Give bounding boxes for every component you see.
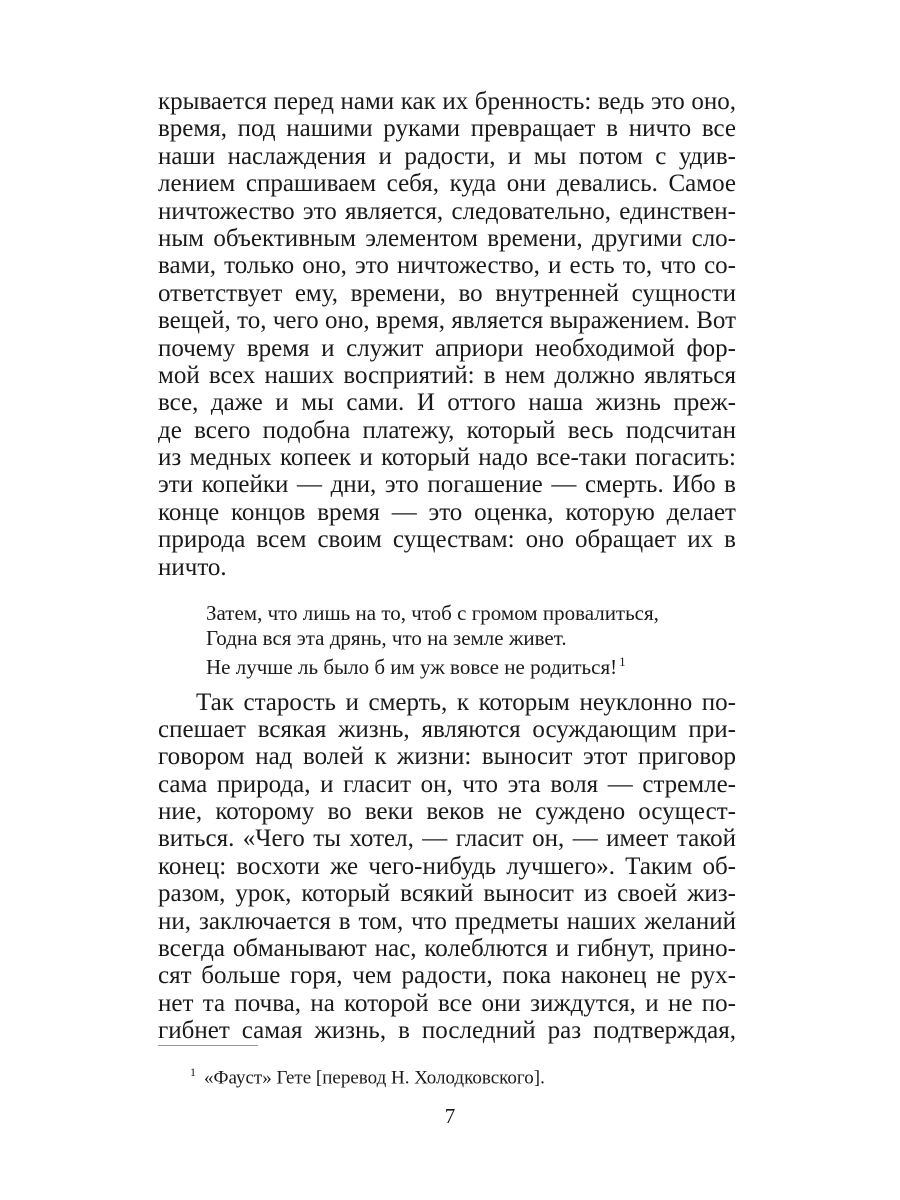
footnote [190, 1060, 545, 1090]
verse-line: Затем, что лишь на то, чтоб с громом провалиться, [206, 601, 659, 626]
verse-line-text: Не лучше ль было б им уж вовсе не родиться! [206, 655, 618, 680]
text-line: ние, которому во веки веков не суждено осущест- [158, 798, 736, 826]
text-line: виться. «Чего ты хотел, — гласит он, — имеет такой [158, 825, 736, 853]
paragraph-1 [158, 88, 736, 581]
page-number: 7 [444, 1104, 456, 1128]
text-line: спешает всякая жизнь, являются осуждающим при- [158, 715, 736, 743]
text-line: сама природа, и гласит он, что эта воля — стремле- [158, 770, 736, 798]
text-line: ответствует ему, времени, во внутренней сущности [158, 279, 736, 307]
paragraph-2 [158, 689, 736, 1045]
text-line: гибнет самая жизнь, в последний раз подтверждая, [158, 1017, 736, 1045]
verse-quote [206, 601, 736, 680]
text-line: почему время и служит априори необходимой фор- [158, 334, 736, 362]
text-line: крывается перед нами как их бренность: ведь это оно, [158, 88, 736, 115]
text-line: Так старость и смерть, к которым неуклонно по- [196, 688, 736, 716]
text-line: вещей, то, чего оно, время, является выражением. Вот [158, 307, 736, 335]
text-line: ни, заключается в том, что предметы наших желаний [158, 907, 736, 935]
text-line: все, даже и мы сами. И оттого наша жизнь преж- [158, 389, 736, 417]
footnote-reference[interactable]: 1 [619, 654, 626, 670]
text-line: вами, только оно, это ничтожество, и есть то, что со- [158, 252, 736, 280]
text-line: из медных копеек и который надо все-таки погасить: [158, 444, 736, 472]
text-line: мой всех наших восприятий: в нем должно являться [158, 361, 736, 389]
verse-line: Годна вся эта дрянь, что на земле живет. [206, 625, 567, 650]
text-line: эти копейки — дни, это погашение — смерть. Ибо в [158, 471, 736, 499]
footnote-text: «Фауст» Гете [перевод Н. Холодковского]. [204, 1067, 545, 1089]
text-line: нет та почва, на которой все они зиждутся, и не по- [158, 989, 736, 1017]
text-line: говором над волей к жизни: выносит этот приговор [158, 743, 736, 771]
footnote-mark: 1 [190, 1065, 196, 1079]
text-line: конец: восхоти же чего-нибудь лучшего». Таким об- [158, 852, 736, 880]
text-line: де всего подобна платежу, который весь подсчитан [158, 416, 736, 444]
text-line: всегда обманывают нас, колеблются и гибнут, прино- [158, 935, 736, 963]
footnote-divider [158, 1045, 258, 1046]
text-line: ничто. [158, 553, 227, 581]
text-line: наши наслаждения и радости, и мы потом с удив- [158, 142, 736, 170]
text-line: ничтожество это является, следовательно, единствен- [158, 197, 736, 225]
text-line: время, под нашими руками превращает в ничто все [158, 115, 736, 143]
page-body [158, 88, 736, 1045]
text-line: сят больше горя, чем радости, пока наконец не рух- [158, 962, 736, 990]
text-line: разом, урок, который всякий выносит из своей жиз- [158, 880, 736, 908]
text-line: природа всем своим существам: оно обращает их в [158, 526, 736, 554]
text-line: ным объективным элементом времени, другими сло- [158, 224, 736, 252]
verse-line [206, 650, 736, 680]
text-line: конце концов время — это оценка, которую делает [158, 498, 736, 526]
text-line: лением спрашиваем себя, куда они девались. Самое [158, 170, 736, 198]
